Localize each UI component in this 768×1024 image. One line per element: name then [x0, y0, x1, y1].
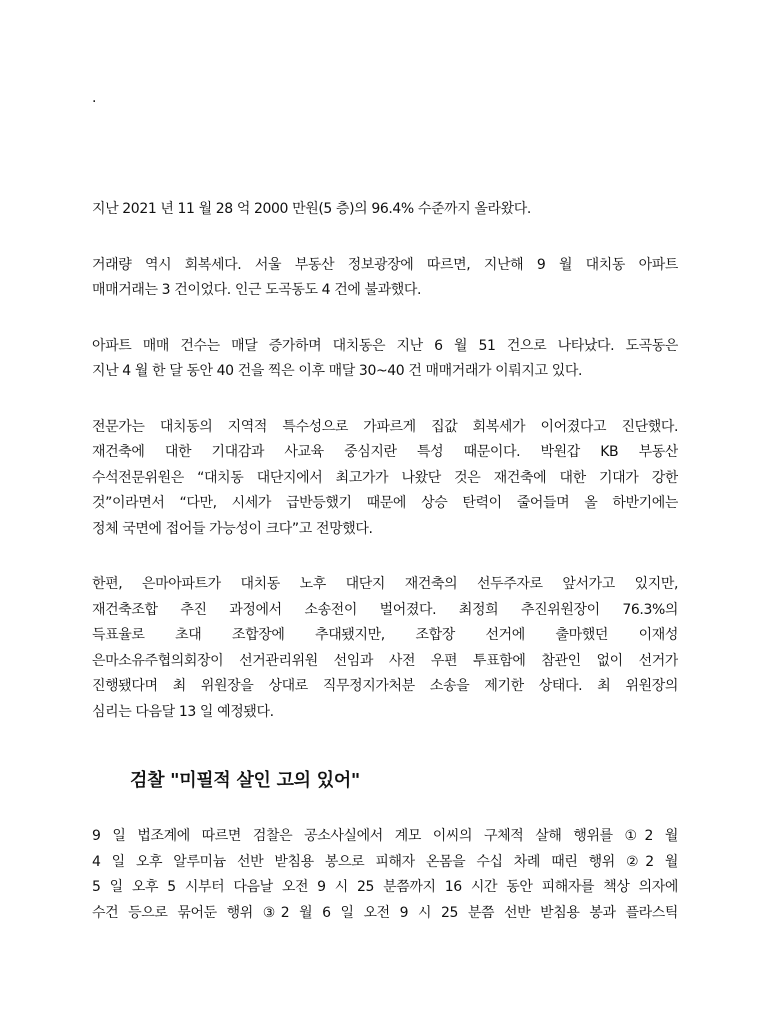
- text-line: 지난 4 월 한 달 동안 40 건을 찍은 이후 매달 30~40 건 매매거래가 이뤄지고 있다.: [92, 363, 583, 379]
- text-line: 아파트 매매 건수는 매달 증가하며 대치동은 지난 6 월 51 건으로 나타났다. 도곡동은: [92, 337, 678, 354]
- paragraph: [92, 197, 678, 223]
- text-line: 것”이라면서 “다만, 시세가 급반등했기 때문에 상승 탄력이 줄어들며 올 하반기에는: [92, 495, 678, 511]
- text-line: 전문가는 대치동의 지역적 특수성으로 가파르게 집값 회복세가 이어졌다고 진단했다.: [92, 418, 678, 435]
- text-line: 지난 2021 년 11 월 28 억 2000 만원(5 층)의 96.4% 수준까지 올라왔다.: [92, 201, 531, 217]
- stray-mark: .: [92, 90, 97, 106]
- text-line: 득표율로 초대 조합장에 추대됐지만, 조합장 선거에 출마했던 이재성: [92, 627, 678, 643]
- text-line: 정체 국면에 접어들 가능성이 크다”고 전망했다.: [92, 520, 373, 537]
- text-line: 진행됐다며 최 위원장을 상대로 직무정지가처분 소송을 제기한 상태다. 최 위원장의: [92, 678, 678, 694]
- article-body: [92, 197, 678, 926]
- paragraph: [92, 334, 678, 385]
- text-line: 수석전문위원은 “대치동 대단지에서 최고가가 나왔단 것은 재건축에 대한 기대가 강한: [92, 469, 678, 486]
- article-paragraphs-top: [92, 197, 678, 725]
- text-line: 한편, 은마아파트가 대치동 노후 대단지 재건축의 선두주자로 앞서가고 있지만,: [92, 576, 678, 592]
- text-line: 재건축에 대한 기대감과 사교육 중심지란 특성 때문이다. 박원갑 KB 부동산: [92, 444, 678, 460]
- text-line: 재건축조합 추진 과정에서 소송전이 벌어졌다. 최정희 추진위원장이 76.3%의: [92, 601, 678, 618]
- text-line: 매매거래는 3 건이었다. 인근 도곡동도 4 건에 불과했다.: [92, 282, 422, 298]
- paragraph: [92, 253, 678, 304]
- paragraph: [92, 572, 678, 725]
- text-line: 9 일 법조계에 따르면 검찰은 공소사실에서 계모 이씨의 구체적 살해 행위를 ①2 월: [92, 828, 678, 844]
- text-line: 5 일 오후 5 시부터 다음날 오전 9 시 25 분쯤까지 16 시간 동안 피해자를 책상 의자에: [92, 879, 678, 895]
- text-line: 수건 등으로 묶어둔 행위 ③2 월 6 일 오전 9 시 25 분쯤 선반 받침용 봉과 플라스틱: [92, 904, 678, 921]
- text-line: 4 일 오후 알루미늄 선반 받침용 봉으로 피해자 온몸을 수십 차례 때린 행위 ②2 월: [92, 853, 678, 870]
- text-line: 거래량 역시 회복세다. 서울 부동산 정보광장에 따르면, 지난해 9 월 대치동 아파트: [92, 256, 678, 273]
- paragraph: [92, 824, 678, 926]
- article-paragraphs-bottom: [92, 824, 678, 926]
- text-line: 심리는 다음달 13 일 예정됐다.: [92, 703, 274, 720]
- text-line: 은마소유주협의회장이 선거관리위원 선임과 사전 우편 투표함에 참관인 없이 선거가: [92, 652, 678, 669]
- section-heading: 검찰 "미필적 살인 고의 있어": [130, 770, 360, 791]
- paragraph: [92, 415, 678, 543]
